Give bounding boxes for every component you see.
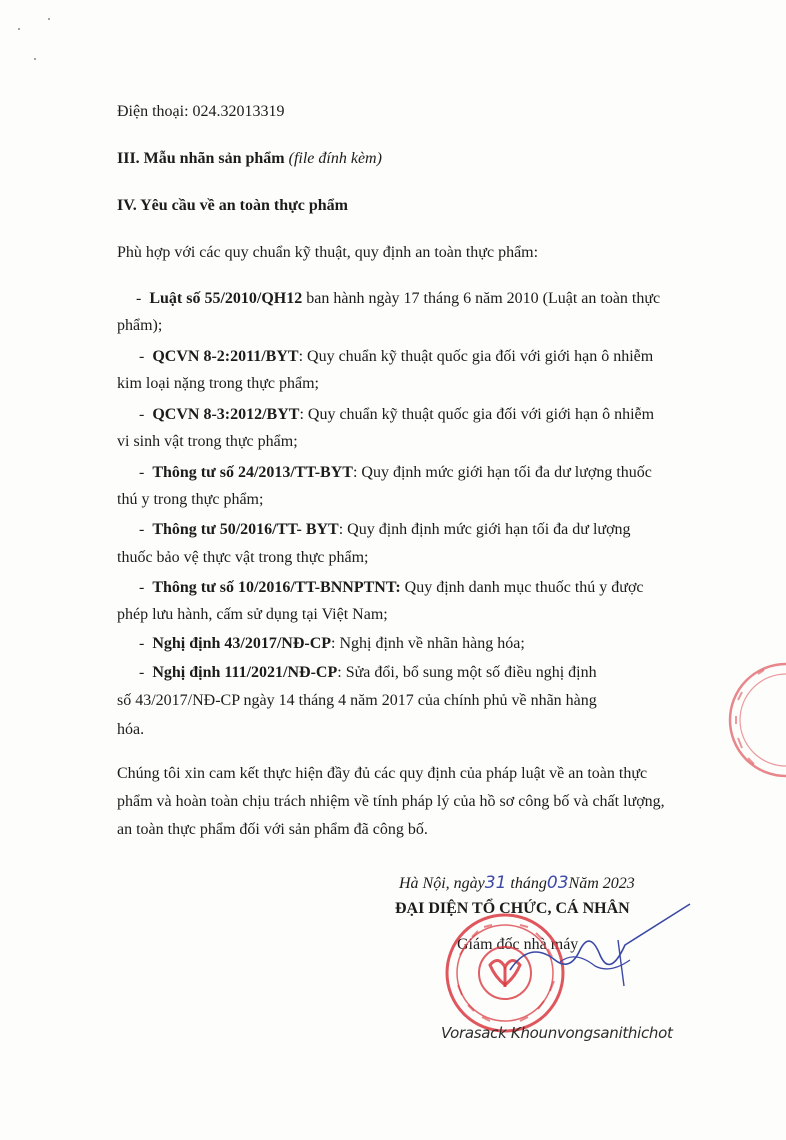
- commitment-line: an toàn thực phẩm đối với sản phẩm đã công bố.: [117, 821, 428, 838]
- phone-line: Điện thoại: 024.32013319: [117, 103, 285, 120]
- date-month-word: tháng: [510, 875, 547, 892]
- regulation-item: - QCVN 8-3:2012/BYT: Quy chuẩn kỹ thuật quốc gia đối với giới hạn ô nhiễm: [139, 406, 655, 423]
- regulation-code: Nghị định 111/2021/NĐ-CP: [152, 664, 338, 681]
- regulation-code: Thông tư số 24/2013/TT-BYT: [152, 464, 353, 481]
- signer-name: Vorasack Khounvongsanithichot: [441, 1024, 673, 1042]
- intro-text: Phù hợp với các quy chuẩn kỹ thuật, quy định an toàn thực phẩm:: [117, 244, 539, 261]
- commitment-line: Chúng tôi xin cam kết thực hiện đầy đủ các quy định của pháp luật về an toàn thực: [117, 765, 648, 782]
- signature-icon: [500, 900, 700, 990]
- position-title: Giám đốc nhà máy: [457, 936, 579, 953]
- date-day: 31: [484, 873, 507, 893]
- regulation-code: Thông tư số 10/2016/TT-BNNPTNT:: [152, 579, 401, 596]
- regulation-text: : Quy chuẩn kỹ thuật quốc gia đối với giới hạn ô nhiễm: [299, 406, 655, 423]
- scan-speck: [48, 18, 50, 20]
- date-month: 03: [546, 873, 569, 893]
- regulation-code: QCVN 8-2:2011/BYT: [152, 348, 299, 365]
- regulation-text: : Quy chuẩn kỹ thuật quốc gia đối với giới hạn ô nhiễm: [298, 348, 654, 365]
- section-3-title: III. Mẫu nhãn sản phẩm: [117, 150, 285, 167]
- section-3-note: (file đính kèm): [288, 150, 382, 167]
- regulation-text-cont: thú y trong thực phẩm;: [117, 491, 264, 508]
- regulation-text: : Quy định định mức giới hạn tối đa dư lượng: [338, 521, 631, 538]
- regulation-code: Thông tư 50/2016/TT- BYT: [152, 521, 339, 538]
- regulation-text: : Nghị định về nhãn hàng hóa;: [331, 635, 525, 652]
- regulation-item: - Thông tư số 10/2016/TT-BNNPTNT: Quy định danh mục thuốc thú y được: [139, 579, 644, 596]
- scan-speck: [34, 58, 36, 60]
- regulation-item: - Thông tư 50/2016/TT- BYT: Quy định định mức giới hạn tối đa dư lượng: [139, 521, 631, 538]
- date-prefix: Hà Nội, ngày: [399, 875, 485, 892]
- representative-title: ĐẠI DIỆN TỔ CHỨC, CÁ NHÂN: [395, 900, 630, 917]
- scan-speck: [18, 28, 20, 30]
- commitment-line: phẩm và hoàn toàn chịu trách nhiệm về tính pháp lý của hồ sơ công bố và chất lượng,: [117, 793, 665, 810]
- regulation-code: QCVN 8-3:2012/BYT: [152, 406, 300, 423]
- regulation-text: : Sửa đổi, bổ sung một số điều nghị định: [337, 664, 597, 681]
- regulation-text-cont: kim loại nặng trong thực phẩm;: [117, 375, 319, 392]
- partial-seal-icon: [724, 660, 786, 780]
- regulation-code: Nghị định 43/2017/NĐ-CP: [152, 635, 332, 652]
- date-year: Năm 2023: [568, 875, 635, 892]
- regulation-text: Quy định danh mục thuốc thú y được: [400, 579, 644, 596]
- regulation-item: - QCVN 8-2:2011/BYT: Quy chuẩn kỹ thuật quốc gia đối với giới hạn ô nhiễm: [139, 348, 654, 365]
- regulation-text: ban hành ngày 17 tháng 6 năm 2010 (Luật an toàn thực: [302, 290, 661, 307]
- regulation-item: - Nghị định 111/2021/NĐ-CP: Sửa đổi, bổ sung một số điều nghị định: [139, 664, 597, 681]
- regulation-item: - Nghị định 43/2017/NĐ-CP: Nghị định về nhãn hàng hóa;: [139, 635, 525, 652]
- regulation-text-cont: thuốc bảo vệ thực vật trong thực phẩm;: [117, 549, 369, 566]
- regulation-text-cont: phép lưu hành, cấm sử dụng tại Việt Nam;: [117, 606, 388, 623]
- regulation-text-cont: số 43/2017/NĐ-CP ngày 14 tháng 4 năm 2017 của chính phủ về nhãn hàng: [117, 692, 597, 709]
- regulation-item: - Luật số 55/2010/QH12 ban hành ngày 17 tháng 6 năm 2010 (Luật an toàn thực: [136, 290, 661, 307]
- regulation-text: : Quy định mức giới hạn tối đa dư lượng thuốc: [352, 464, 652, 481]
- section-4-heading: IV. Yêu cầu về an toàn thực phẩm: [117, 197, 348, 214]
- regulation-text-cont: phẩm);: [117, 317, 163, 334]
- section-3-heading: [117, 148, 382, 170]
- regulation-code: Luật số 55/2010/QH12: [149, 290, 303, 307]
- date-line: [399, 872, 635, 895]
- regulation-text-cont: vi sinh vật trong thực phẩm;: [117, 433, 298, 450]
- regulation-text-cont: hóa.: [117, 721, 145, 738]
- regulation-item: - Thông tư số 24/2013/TT-BYT: Quy định mức giới hạn tối đa dư lượng thuốc: [139, 464, 652, 481]
